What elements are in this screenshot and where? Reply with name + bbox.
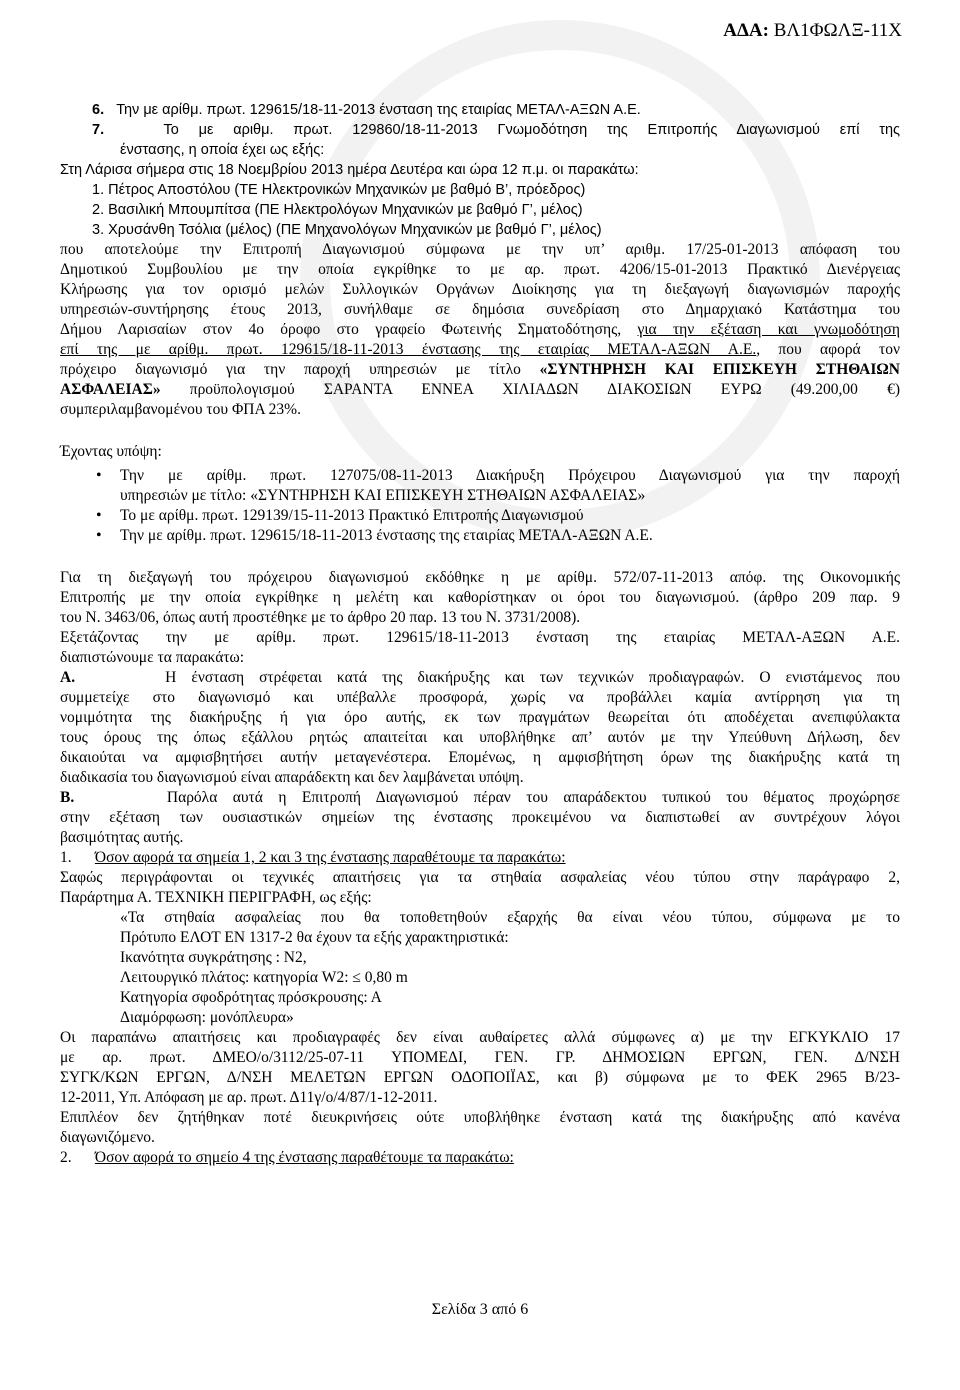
paragraph-line: Δημοτικού Συμβουλίου με την οποία εγκρίθηκε το με αρ. πρωτ. 4206/15-01-2013 Πρακτικό Διενέργειας: [60, 261, 900, 278]
section-a: Α. Η ένσταση στρέφεται κατά της διακήρυξης και των τεχνικών προδιαγραφών. Ο ενιστάμενος που: [60, 669, 900, 686]
paragraph-line: Εξετάζοντας την με αρίθμ. πρωτ. 129615/18-11-2013 ένσταση της εταιρίας ΜΕΤΑΛ-ΑΞΩΝ Α.Ε.: [60, 629, 900, 646]
document-body: [60, 100, 900, 1168]
list-item-7: 7. Το με αριθμ. πρωτ. 129860/18-11-2013 Γνωμοδότηση της Επιτροπής Διαγωνισμού επί της: [92, 122, 900, 138]
member-2: 2. Βασιλική Μπουμπίτσα (ΠΕ Ηλεκτρολόγων Μηχανικών με βαθμό Γ’, μέλος): [92, 202, 583, 218]
paragraph-line: ΣΥΓΚ/ΚΩΝ ΕΡΓΩΝ, Δ/ΝΣΗ ΜΕΛΕΤΩΝ ΕΡΓΩΝ ΟΔΟΠΟΙΪΑΣ, και β) σύμφωνα με το ΦΕΚ 2965 Β/23-: [60, 1069, 900, 1086]
paragraph-line: διαδικασία του διαγωνισμού είναι απαράδεκτη και δεν λαμβάνεται υπόψη.: [60, 769, 524, 786]
paragraph-line: Παράρτημα Α. ΤΕΧΝΙΚΗ ΠΕΡΙΓΡΑΦΗ, ως εξής:: [60, 889, 372, 906]
paragraph-line: επί της με αρίθμ. πρωτ. 129615/18-11-2013 ένστασης της εταιρίας ΜΕΤΑΛ-ΑΞΩΝ Α.Ε., που αφορά τον: [60, 341, 900, 358]
paragraph-line: ΑΣΦΑΛΕΙΑΣ» προϋπολογισμού ΣΑΡΑΝΤΑ ΕΝΝΕΑ ΧΙΛΙΑΔΩΝ ΔΙΑΚΟΣΙΩΝ ΕΥΡΩ (49.200,00 €): [60, 381, 900, 398]
section-1-heading: 1. Όσον αφορά τα σημεία 1, 2 και 3 της ένστασης παραθέτουμε τα παρακάτω:: [60, 849, 566, 866]
quote-line: «Τα στηθαία ασφαλείας που θα τοποθετηθούν εξαρχής θα είναι νέου τύπου, σύμφωνα με το: [120, 909, 900, 926]
list-item-7-cont: ένστασης, η οποία έχει ως εξής:: [120, 142, 325, 158]
section-2-heading: 2. Όσον αφορά το σημείο 4 της ένστασης παραθέτουμε τα παρακάτω:: [60, 1149, 514, 1166]
member-1: 1. Πέτρος Αποστόλου (ΤΕ Ηλεκτρονικών Μηχανικών με βαθμό Β’, πρόεδρος): [92, 182, 586, 198]
quote-line: Λειτουργικό πλάτος: κατηγορία W2: ≤ 0,80 m: [120, 969, 408, 986]
paragraph-line: 12-2011, Υπ. Απόφαση με αρ. πρωτ. Δ11γ/ο/4/87/1-12-2011.: [60, 1089, 438, 1106]
quote-line: Κατηγορία σφοδρότητας πρόσκρουσης: Α: [120, 989, 382, 1006]
paragraph-line: στην εξέταση των ουσιαστικών σημείων της ένστασης προκειμένου να διαπιστωθεί αν συντρέχουν λόγοι: [60, 809, 900, 826]
quote-line: Διαμόρφωση: μονόπλευρα»: [120, 1009, 294, 1026]
ada-code: [723, 20, 902, 42]
paragraph-line: Για τη διεξαγωγή του πρόχειρου διαγωνισμού εκδόθηκε η με αρίθμ. 572/07-11-2013 απόφ. της Οικονομικής: [60, 569, 900, 586]
paragraph-line: τους όρους της όπως εξάλλου ρητώς απαιτείται και υποβλήθηκε απ’ αυτόν με την Υπεύθυνη Δήλωση, δεν: [60, 729, 900, 746]
paragraph-line: πρόχειρο διαγωνισμό για την παροχή υπηρεσιών με τίτλο «ΣΥΝΤΗΡΗΣΗ ΚΑΙ ΕΠΙΣΚΕΥΗ ΣΤΗΘΑΙΩΝ: [60, 361, 901, 378]
paragraph-line: δικαιούται να αμφισβητήσει αυτήν μεταγενέστερα. Επομένως, η αμφισβήτηση όρων της διακήρυξης κατά τη: [60, 749, 900, 766]
paragraph-line: Οι παραπάνω απαιτήσεις και προδιαγραφές δεν είναι αυθαίρετες αλλά σύμφωνες α) με την ΕΓΚΥΚΛΙΟ 17: [60, 1029, 900, 1046]
bullet-item-1: • Την με αρίθμ. πρωτ. 127075/08-11-2013 Διακήρυξη Πρόχειρου Διαγωνισμού για την παροχή: [60, 466, 900, 486]
paragraph-line: βασιμότητας αυτής.: [60, 829, 184, 846]
paragraph-line: που αποτελούμε την Επιτροπή Διαγωνισμού σύμφωνα με την υπ’ αριθμ. 17/25-01-2013 απόφαση του: [60, 241, 900, 258]
ada-label: ΑΔΑ:: [723, 20, 769, 41]
paragraph-line: Επιπλέον δεν ζητήθηκαν ποτέ διευκρινήσεις ούτε υποβλήθηκε ένσταση κατά της διακήρυξης από κανένα: [60, 1109, 900, 1126]
paragraph-line: υπηρεσιών-συντήρησης έτους 2013, συνήλθαμε σε δημόσια συνεδρίαση στο Δημαρχιακό Κατάστημα του: [60, 301, 900, 318]
paragraph-line: συμμετείχε στο διαγωνισμό και υπέβαλλε προσφορά, χωρίς να προβάλλει καμία αντίρρηση για τη: [60, 689, 900, 706]
list-item-6: 6. Την με αρίθμ. πρωτ. 129615/18-11-2013 ένσταση της εταιρίας ΜΕΤΑΛ-ΑΞΩΝ Α.Ε.: [92, 102, 641, 118]
meeting-intro: Στη Λάρισα σήμερα στις 18 Νοεμβρίου 2013 ημέρα Δευτέρα και ώρα 12 π.μ. οι παρακάτω:: [60, 162, 639, 178]
bullet-item-2: • Το με αρίθμ. πρωτ. 129139/15-11-2013 Πρακτικό Επιτροπής Διαγωνισμού: [60, 506, 900, 526]
section-b: Β. Παρόλα αυτά η Επιτροπή Διαγωνισμού πέραν του απαράδεκτου τυπικού του θέματος προχώρησε: [60, 789, 900, 806]
quote-line: Ικανότητα συγκράτησης : Ν2,: [120, 949, 307, 966]
paragraph-line: του Ν. 3463/06, όπως αυτή προστέθηκε με το άρθρο 20 παρ. 13 του Ν. 3731/2008).: [60, 609, 581, 626]
bullet-item-1-cont: υπηρεσιών με τίτλο: «ΣΥΝΤΗΡΗΣΗ ΚΑΙ ΕΠΙΣΚΕΥΗ ΣΤΗΘΑΙΩΝ ΑΣΦΑΛΕΙΑΣ»: [120, 487, 646, 504]
member-3: 3. Χρυσάνθη Τσόλια (μέλος) (ΠΕ Μηχανολόγων Μηχανικών με βαθμό Γ’, μέλος): [92, 222, 602, 238]
paragraph-line: Επιτροπής με την οποία εγκρίθηκε η μελέτη και καθορίστηκαν οι όροι του διαγωνισμού. (άρθρο 209 παρ. 9: [60, 589, 900, 606]
ada-value: ΒΛ1ΦΩΛΞ-11Χ: [773, 20, 902, 41]
quote-line: Πρότυπο ΕΛΟΤ ΕΝ 1317-2 θα έχουν τα εξής χαρακτηριστικά:: [120, 929, 509, 946]
paragraph-line: συμπεριλαμβανομένου του ΦΠΑ 23%.: [60, 401, 301, 418]
paragraph-line: Κλήρωσης για τον ορισμό μελών Συλλογικών Οργάνων Διοίκησης για τη διεξαγωγή διαγωνισμών παροχής: [60, 281, 900, 298]
paragraph-line: με αρ. πρωτ. ΔΜΕΟ/ο/3112/25-07-11 ΥΠΟΜΕΔΙ, ΓΕΝ. ΓΡ. ΔΗΜΟΣΙΩΝ ΕΡΓΩΝ, ΓΕΝ. Δ/ΝΣΗ: [60, 1049, 900, 1066]
paragraph-line: νομιμότητα της διακήρυξης ή για όρο αυτής, εκ των πραγμάτων θεωρείται ότι αποδέχεται ανεπιφύλακτα: [60, 709, 900, 726]
paragraph-line: διαγωνιζόμενο.: [60, 1129, 155, 1146]
bullet-item-3: • Την με αρίθμ. πρωτ. 129615/18-11-2013 ένστασης της εταιρίας ΜΕΤΑΛ-ΑΞΩΝ Α.Ε.: [60, 526, 900, 546]
paragraph-line: Σαφώς περιγράφονται οι τεχνικές απαιτήσεις για τα στηθαία ασφαλείας νέου τύπου στην παράγραφο 2,: [60, 869, 900, 886]
paragraph-line: Δήμου Λαρισαίων στον 4ο όροφο στο γραφείο Φωτεινής Σηματοδότησης, για την εξέταση και γνωμοδότηση: [60, 321, 901, 338]
page-number: Σελίδα 3 από 6: [431, 1301, 529, 1318]
considering-heading: Έχοντας υπόψη:: [60, 443, 162, 460]
paragraph-line: διαπιστώνουμε τα παρακάτω:: [60, 649, 245, 666]
